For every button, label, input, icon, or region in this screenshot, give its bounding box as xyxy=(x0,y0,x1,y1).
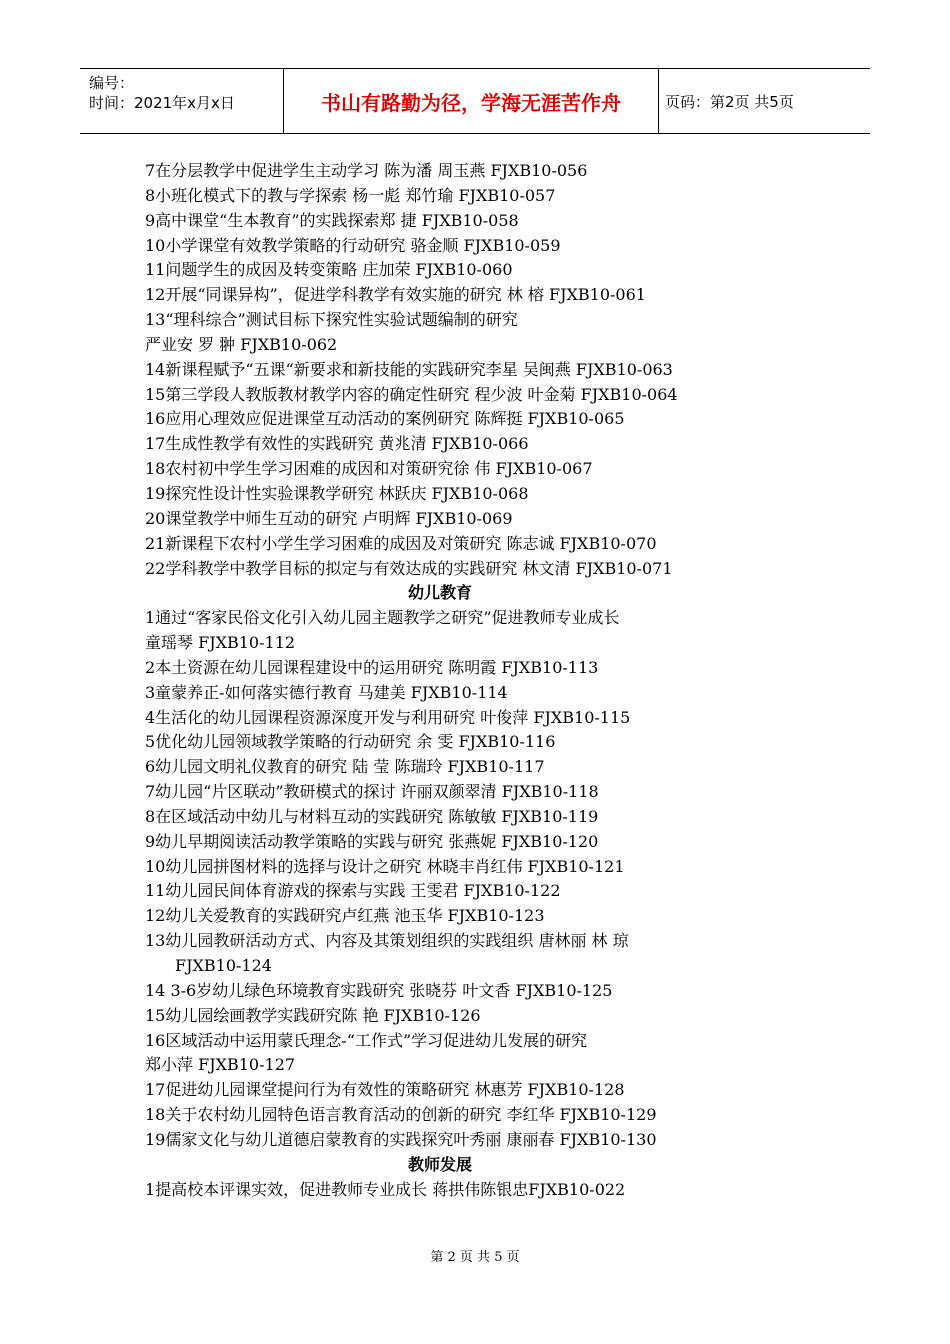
list-item: 9高中课堂“生本教育”的实践探索郑 捷 FJXB10-058 xyxy=(145,210,519,230)
list-item: 18关于农村幼儿园特色语言教育活动的创新的研究 李红华 FJXB10-129 xyxy=(145,1105,657,1125)
list-item: 6幼儿园文明礼仪教育的研究 陆 莹 陈瑞玲 FJXB10-117 xyxy=(145,757,545,777)
list-item: 19儒家文化与幼儿道德启蒙教育的实践探究叶秀丽 康丽春 FJXB10-130 xyxy=(145,1129,657,1149)
list-item: 12幼儿关爱教育的实践研究卢红燕 池玉华 FJXB10-123 xyxy=(145,906,545,926)
list-item: 15幼儿园绘画教学实践研究陈 艳 FJXB10-126 xyxy=(145,1005,481,1025)
section-title-teacher: 教师发展 xyxy=(407,1154,472,1174)
page-footer: 第 2 页 共 5 页 xyxy=(430,1250,520,1265)
list-item: 18农村初中学生学习困难的成因和对策研究徐 伟 FJXB10-067 xyxy=(145,459,593,479)
list-item: 3童蒙养正-如何落实德行教育 马建美 FJXB10-114 xyxy=(145,682,508,702)
list-item: 7在分层教学中促进学生主动学习 陈为潘 周玉燕 FJXB10-056 xyxy=(145,161,588,180)
list-item: 11幼儿园民间体育游戏的探索与实践 王雯君 FJXB10-122 xyxy=(145,881,561,901)
list-item: 8小班化模式下的教与学探索 杨一彪 郑竹瑜 FJXB10-057 xyxy=(145,185,556,205)
list-item: 21新课程下农村小学生学习困难的成因及对策研究 陈志诚 FJXB10-070 xyxy=(145,533,657,553)
list-item: 13幼儿园教研活动方式、内容及其策划组织的实践组织 唐林丽 林 琼 xyxy=(145,931,629,951)
page-header xyxy=(80,68,870,134)
header-meta xyxy=(80,69,284,133)
list-item: 8在区域活动中幼儿与材料互动的实践研究 陈敏敏 FJXB10-119 xyxy=(145,806,599,826)
list-item: 9幼儿早期阅读活动教学策略的实践与研究 张燕妮 FJXB10-120 xyxy=(145,831,599,851)
list-item: 5优化幼儿园领域教学策略的行动研究 余 雯 FJXB10-116 xyxy=(145,732,556,752)
list-item: 13“理科综合”测试目标下探究性实验试题编制的研究 xyxy=(145,310,518,330)
list-item: 14新课程赋予“五课“新要求和新技能的实践研究李星 吴闽燕 FJXB10-063 xyxy=(145,359,673,379)
list-item: 17生成性教学有效性的实践研究 黄兆清 FJXB10-066 xyxy=(145,434,529,454)
date-label: 时间：2021年x月x日 xyxy=(89,94,235,112)
list-item: 17促进幼儿园课堂提问行为有效性的策略研究 林惠芳 FJXB10-128 xyxy=(145,1080,625,1100)
list-item: 1提高校本评课实效，促进教师专业成长 蒋拱伟陈银忠FJXB10-022 xyxy=(145,1179,626,1199)
list-item: 11问题学生的成因及转变策略 庄加荣 FJXB10-060 xyxy=(145,260,513,280)
header-motto: 书山有路勤为径，学海无涯苦作舟 xyxy=(284,69,659,133)
list-item: 20课堂教学中师生互动的研究 卢明辉 FJXB10-069 xyxy=(145,508,513,528)
document-body xyxy=(145,159,865,1202)
list-item: 15第三学段人教版教材教学内容的确定性研究 程少波 叶金菊 FJXB10-064 xyxy=(145,384,678,404)
list-item: 1通过“客家民俗文化引入幼儿园主题教学之研究”促进教师专业成长 xyxy=(145,608,620,628)
number-label: 编号： xyxy=(89,74,135,92)
list-item: 童瑶琴 FJXB10-112 xyxy=(145,633,296,653)
list-item: 16应用心理效应促进课堂互动活动的案例研究 陈辉挺 FJXB10-065 xyxy=(145,409,625,429)
header-page-label: 页码：第2页 共5页 xyxy=(665,92,794,111)
list-item: 郑小萍 FJXB10-127 xyxy=(145,1055,296,1075)
list-item: 7幼儿园“片区联动”教研模式的探讨 许丽双颜翠清 FJXB10-118 xyxy=(145,782,599,802)
list-item: 4生活化的幼儿园课程资源深度开发与利用研究 叶俊萍 FJXB10-115 xyxy=(145,707,631,727)
list-item: 22学科教学中教学目标的拟定与有效达成的实践研究 林文清 FJXB10-071 xyxy=(145,558,673,578)
list-item: FJXB10-124 xyxy=(175,956,272,975)
list-item: 19探究性设计性实验课教学研究 林跃庆 FJXB10-068 xyxy=(145,483,529,503)
list-item: 2本土资源在幼儿园课程建设中的运用研究 陈明霞 FJXB10-113 xyxy=(145,657,599,677)
list-item: 10幼儿园拼图材料的选择与设计之研究 林晓丰肖红伟 FJXB10-121 xyxy=(145,856,625,876)
list-item: 16区域活动中运用蒙氏理念-“工作式”学习促进幼儿发展的研究 xyxy=(145,1030,588,1050)
list-item: 12开展“同课异构”，促进学科教学有效实施的研究 林 榕 FJXB10-061 xyxy=(145,285,646,305)
section-title-preschool: 幼儿教育 xyxy=(407,583,472,603)
list-item: 10小学课堂有效教学策略的行动研究 骆金顺 FJXB10-059 xyxy=(145,235,561,255)
list-item: 14 3-6岁幼儿绿色环境教育实践研究 张晓芬 叶文香 FJXB10-125 xyxy=(145,980,613,1000)
list-item: 严业安 罗 翀 FJXB10-062 xyxy=(145,334,338,354)
